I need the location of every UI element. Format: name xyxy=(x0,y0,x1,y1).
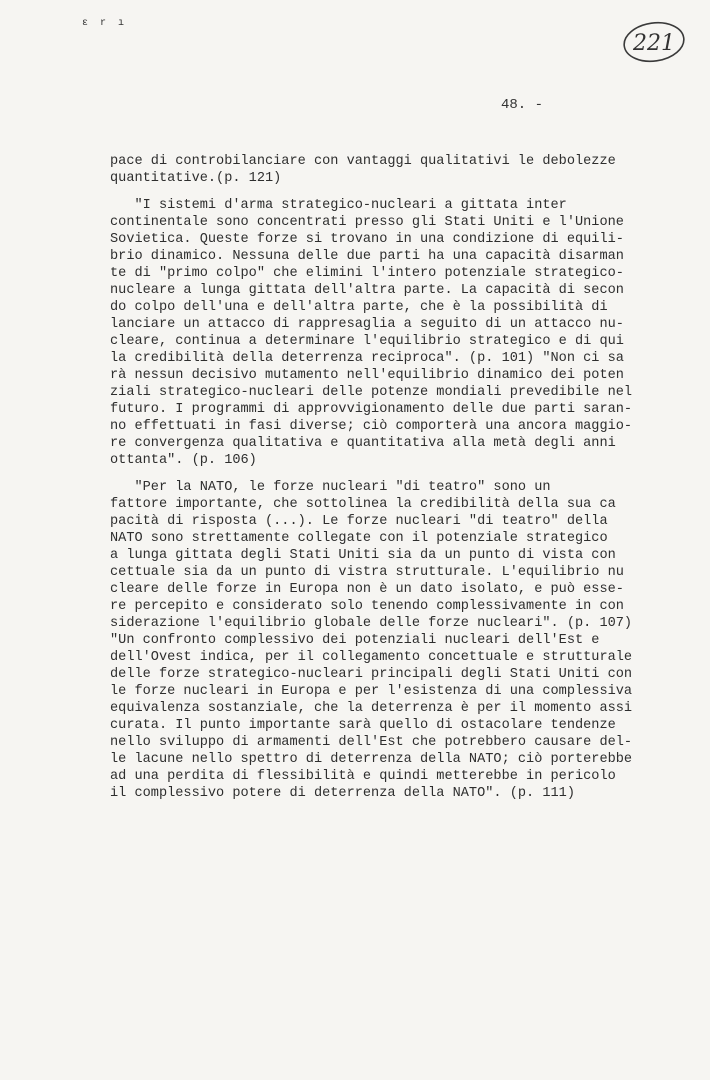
text-line: nucleare a lunga gittata dell'altra parte. La capacità di secon xyxy=(110,283,624,298)
page-number: 48. - xyxy=(501,97,544,113)
stamp-number: 221 xyxy=(633,31,675,56)
text-line: no effettuati in fasi diverse; ciò comporterà una ancora maggio- xyxy=(110,419,633,434)
text-line: do colpo dell'una e dell'altra parte, che è la possibilità di xyxy=(110,300,608,315)
text-line: re percepito e considerato solo tenendo complessivamente in con xyxy=(110,599,624,614)
text-line: te di "primo colpo" che elimini l'intero potenziale strategico- xyxy=(110,266,624,281)
stamp-circle-icon xyxy=(622,20,686,64)
text-line: la credibilità della deterrenza reciproca". (p. 101) "Non ci sa xyxy=(110,351,624,366)
text-line: il complessivo potere di deterrenza della NATO". (p. 111) xyxy=(110,786,575,801)
text-line: "I sistemi d'arma strategico-nucleari a gittata inter xyxy=(110,198,567,213)
text-line: delle forze strategico-nucleari principali degli Stati Uniti con xyxy=(110,667,633,682)
text-line: Sovietica. Queste forze si trovano in una condizione di equili- xyxy=(110,232,624,247)
text-line: nello sviluppo di armamenti dell'Est che potrebbero causare del- xyxy=(110,735,633,750)
text-line: curata. Il punto importante sarà quello di ostacolare tendenze xyxy=(110,718,616,733)
text-line: ad una perdita di flessibilità e quindi metterebbe in pericolo xyxy=(110,769,616,784)
text-line: rà nessun decisivo mutamento nell'equilibrio dinamico dei poten xyxy=(110,368,624,383)
text-line: le lacune nello spettro di deterrenza della NATO; ciò porterebbe xyxy=(110,752,633,767)
text-line: brio dinamico. Nessuna delle due parti ha una capacità disarman xyxy=(110,249,624,264)
text-line: NATO sono strettamente collegate con il potenziale strategico xyxy=(110,531,608,546)
text-line: a lunga gittata degli Stati Uniti sia da un punto di vista con xyxy=(110,548,616,563)
text-line: re convergenza qualitativa e quantitativa alla metà degli anni xyxy=(110,436,616,451)
text-line: le forze nucleari in Europa e per l'esistenza di una complessiva xyxy=(110,684,633,699)
text-line: dell'Ovest indica, per il collegamento concettuale e strutturale xyxy=(110,650,633,665)
archive-stamp xyxy=(622,20,686,64)
text-line: fattore importante, che sottolinea la credibilità della sua ca xyxy=(110,497,616,512)
text-line: "Per la NATO, le forze nucleari "di teatro" sono un xyxy=(110,480,551,495)
text-line: ottanta". (p. 106) xyxy=(110,453,257,468)
text-line: lanciare un attacco di rappresaglia a seguito di un attacco nu- xyxy=(110,317,624,332)
text-line: siderazione l'equilibrio globale delle forze nucleari". (p. 107) xyxy=(110,616,633,631)
text-line: continentale sono concentrati presso gli Stati Uniti e l'Unione xyxy=(110,215,624,230)
text-line: cleare delle forze in Europa non è un dato isolato, e può esse- xyxy=(110,582,624,597)
text-line: pace di controbilanciare con vantaggi qualitativi le debolezze xyxy=(110,154,616,169)
text-line: quantitative.(p. 121) xyxy=(110,171,282,186)
text-line: cettuale sia da un punto di vistra strutturale. L'equilibrio nu xyxy=(110,565,624,580)
text-line: cleare, continua a determinare l'equilibrio strategico e di qui xyxy=(110,334,624,349)
text-line: equivalenza sostanziale, che la deterrenza è per il momento assi xyxy=(110,701,633,716)
text-line: "Un confronto complessivo dei potenziali nucleari dell'Est e xyxy=(110,633,600,648)
text-line: pacità di risposta (...). Le forze nucleari "di teatro" della xyxy=(110,514,608,529)
text-line: futuro. I programmi di approvvigionamento delle due parti saran- xyxy=(110,402,633,417)
corner-mark: ɛ r ı xyxy=(82,18,128,29)
text-line: ziali strategico-nucleari delle potenze mondiali prevedibile nel xyxy=(110,385,633,400)
